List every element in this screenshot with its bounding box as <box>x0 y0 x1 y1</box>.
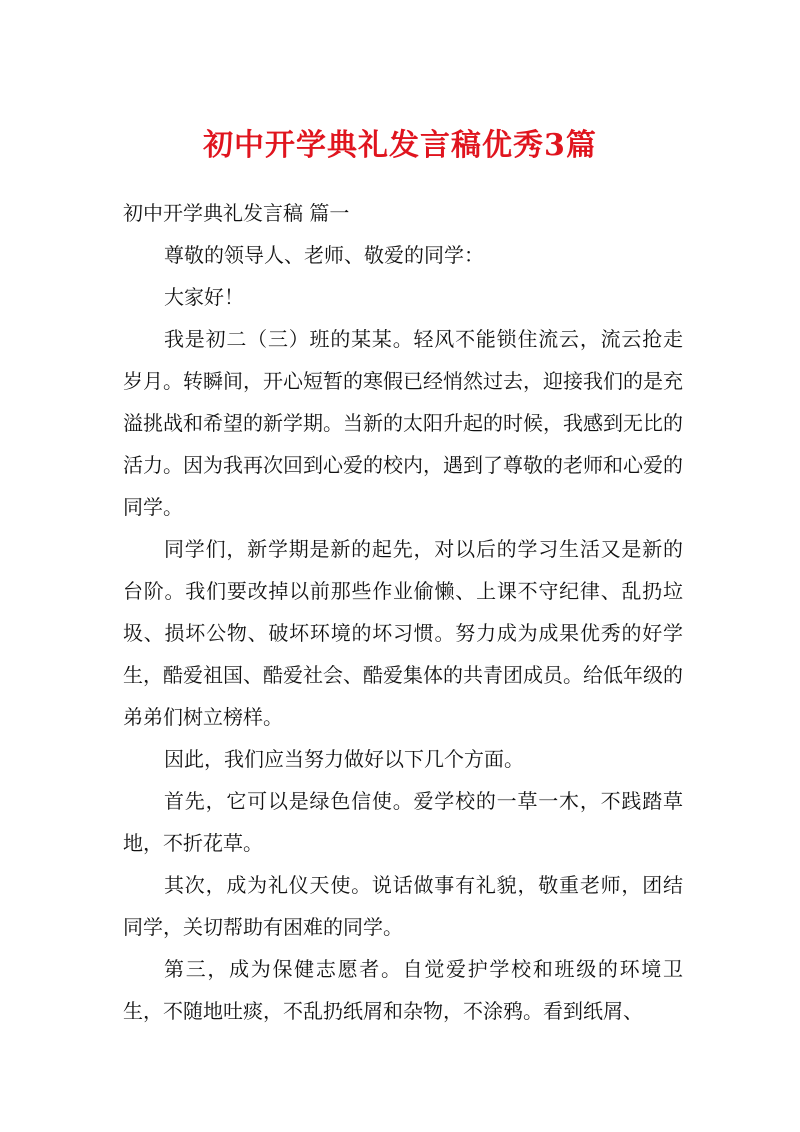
salutation: 尊敬的领导人、老师、敬爱的同学： <box>164 243 484 267</box>
paragraph: 第三，成为保健志愿者。自觉爱护学校和班级的环境卫生，不随地吐痰，不乱扔纸屑和杂物，不涂鸦。看到纸屑、 <box>123 957 683 1023</box>
paragraph: 其次，成为礼仪天使。说话做事有礼貌，敬重老师，团结同学，关切帮助有困难的同学。 <box>123 873 683 939</box>
greeting: 大家好！ <box>164 285 244 309</box>
paragraph: 同学们，新学期是新的起先，对以后的学习生活又是新的台阶。我们要改掉以前那些作业偷懒、上课不守纪律、乱扔垃圾、损坏公物、破坏环境的坏习惯。努力成为成果优秀的好学生，酷爱祖国、酷爱社会、酷爱集体的共青团成员。给低年级的弟弟们树立榜样。 <box>123 537 683 729</box>
paragraph: 我是初二（三）班的某某。轻风不能锁住流云，流云抢走岁月。转瞬间，开心短暂的寒假已经悄然过去，迎接我们的是充溢挑战和希望的新学期。当新的太阳升起的时候，我感到无比的活力。因为我再次回到心爱的校内，遇到了尊敬的老师和心爱的同学。 <box>123 327 683 519</box>
section-heading: 初中开学典礼发言稿 篇一 <box>123 201 350 225</box>
document-body <box>123 192 683 1032</box>
paragraph: 首先，它可以是绿色信使。爱学校的一草一木，不践踏草地，不折花草。 <box>123 789 683 855</box>
paragraph: 因此，我们应当努力做好以下几个方面。 <box>164 747 524 771</box>
document-title: 初中开学典礼发言稿优秀3篇 <box>203 128 597 163</box>
